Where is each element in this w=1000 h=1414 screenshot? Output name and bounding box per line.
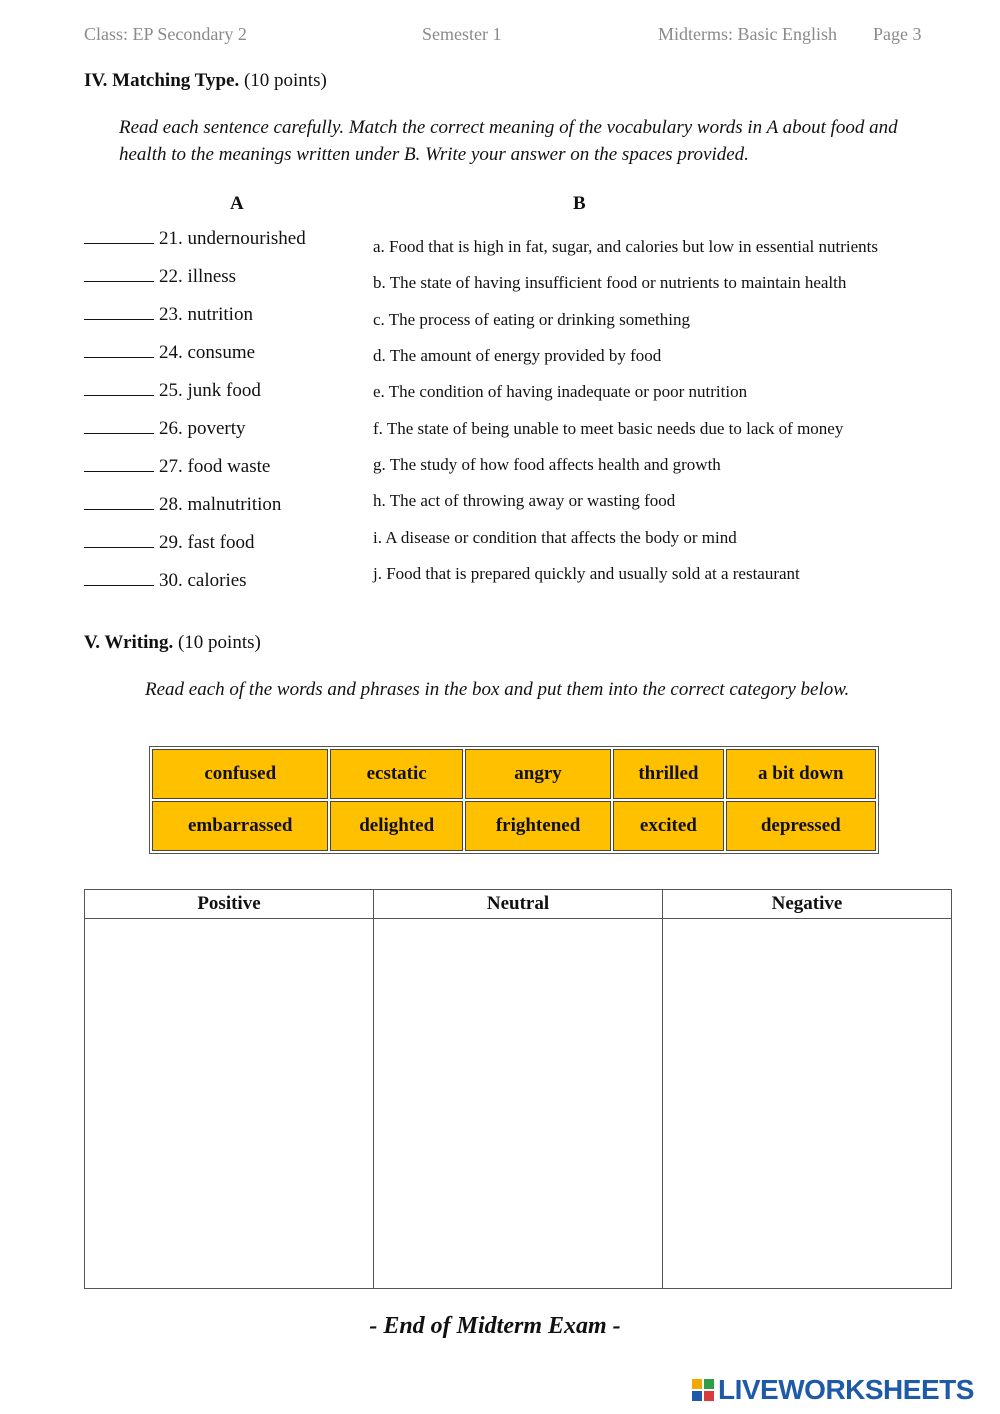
liveworksheets-logo (692, 1376, 974, 1404)
matching-item (84, 455, 270, 478)
definition-item: f. The state of being unable to meet basic needs due to lack of money (373, 419, 844, 438)
header-page: Page 3 (873, 24, 922, 44)
definition-item: j. Food that is prepared quickly and usually sold at a restaurant (373, 564, 800, 583)
answer-blank[interactable] (84, 531, 154, 548)
matching-item (84, 569, 247, 592)
answer-blank[interactable] (84, 455, 154, 472)
category-table (84, 889, 952, 1289)
category-answer-positive[interactable] (85, 919, 374, 1289)
section-4-points: (10 points) (243, 70, 327, 91)
category-header-neutral: Neutral (374, 890, 663, 919)
vocab-word: 21. undernourished (159, 228, 306, 249)
vocab-word: 23. nutrition (159, 304, 253, 325)
word-tile: a bit down (726, 749, 876, 799)
matching-item (84, 379, 261, 402)
section-5-heading (84, 632, 261, 654)
definition-item: c. The process of eating or drinking something (373, 310, 690, 329)
word-tile: delighted (330, 801, 462, 851)
word-tile: angry (465, 749, 611, 799)
definition-item: i. A disease or condition that affects the body or mind (373, 528, 737, 547)
column-b-heading: B (573, 193, 586, 214)
section-4-title: IV. Matching Type. (84, 70, 240, 91)
category-answer-neutral[interactable] (374, 919, 663, 1289)
vocab-word: 26. poverty (159, 418, 246, 439)
section-4-heading (84, 70, 327, 92)
word-tile: embarrassed (152, 801, 328, 851)
vocab-word: 27. food waste (159, 456, 271, 477)
matching-item (84, 493, 281, 516)
word-tile: ecstatic (330, 749, 462, 799)
word-box-row (152, 749, 876, 799)
vocab-word: 22. illness (159, 266, 237, 287)
matching-item (84, 265, 236, 288)
answer-blank[interactable] (84, 227, 154, 244)
matching-item (84, 341, 255, 364)
column-a-heading: A (230, 193, 244, 214)
section-5-instructions: Read each of the words and phrases in the box and put them into the correct category below. (145, 679, 850, 700)
answer-blank[interactable] (84, 303, 154, 320)
category-header-negative: Negative (663, 890, 952, 919)
answer-blank[interactable] (84, 379, 154, 396)
definition-item: b. The state of having insufficient food or nutrients to maintain health (373, 273, 847, 292)
section-5-title: V. Writing. (84, 632, 174, 653)
definition-item: e. The condition of having inadequate or poor nutrition (373, 382, 748, 401)
header-exam: Midterms: Basic English (658, 24, 837, 44)
answer-blank[interactable] (84, 493, 154, 510)
logo-mark-icon (692, 1379, 714, 1401)
vocab-word: 29. fast food (159, 532, 255, 553)
category-header-positive: Positive (85, 890, 374, 919)
word-box (149, 746, 879, 854)
definition-item: h. The act of throwing away or wasting food (373, 491, 676, 510)
word-tile: thrilled (613, 749, 723, 799)
end-of-exam: - End of Midterm Exam - (369, 1313, 621, 1339)
category-answer-negative[interactable] (663, 919, 952, 1289)
matching-item (84, 417, 246, 440)
answer-blank[interactable] (84, 417, 154, 434)
definition-item: a. Food that is high in fat, sugar, and calories but low in essential nutrients (373, 237, 878, 256)
definition-item: g. The study of how food affects health and growth (373, 455, 721, 474)
word-box-row (152, 801, 876, 851)
vocab-word: 25. junk food (159, 380, 261, 401)
definition-item: d. The amount of energy provided by food (373, 346, 662, 365)
answer-blank[interactable] (84, 341, 154, 358)
matching-item (84, 303, 253, 326)
vocab-word: 30. calories (159, 570, 247, 591)
answer-blank[interactable] (84, 265, 154, 282)
word-tile: frightened (465, 801, 611, 851)
header-class: Class: EP Secondary 2 (84, 24, 247, 44)
matching-item (84, 227, 306, 250)
word-tile: excited (613, 801, 723, 851)
word-tile: confused (152, 749, 328, 799)
word-tile: depressed (726, 801, 876, 851)
logo-text: LIVEWORKSHEETS (718, 1374, 974, 1405)
section-4-instructions: Read each sentence carefully. Match the correct meaning of the vocabulary words in A about food and health to the meanings written under B. Write your answer on the spaces provided. (119, 117, 898, 165)
header-semester: Semester 1 (422, 24, 502, 44)
section-5-points: (10 points) (177, 632, 261, 653)
matching-item (84, 531, 255, 554)
answer-blank[interactable] (84, 569, 154, 586)
vocab-word: 28. malnutrition (159, 494, 282, 515)
vocab-word: 24. consume (159, 342, 256, 363)
